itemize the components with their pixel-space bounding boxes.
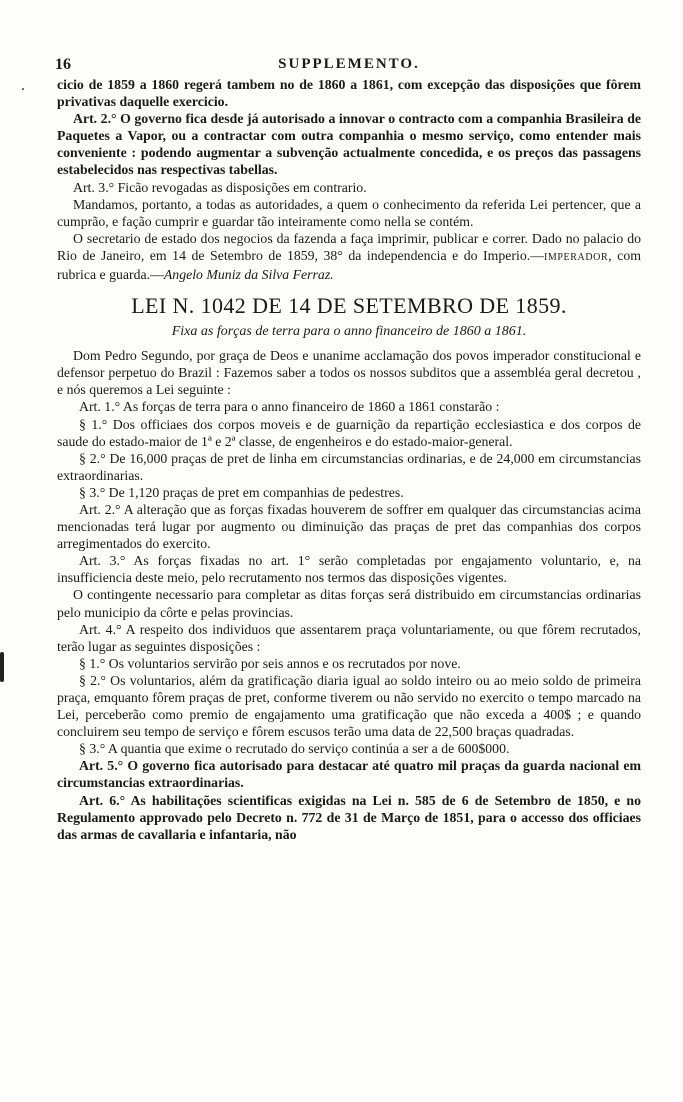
section-label: § 2.° — [79, 672, 106, 688]
paragraph-contingente: O contingente necessario para completar as ditas forças será distribuido em circumstancias ordinarias pelo municipio da côrte e pelas provincias. — [57, 587, 641, 620]
paragraph-intro: Dom Pedro Segundo, por graça de Deos e unanime acclamação dos povos imperador constitucional e defensor perpetuo do Brazil : Fazemos saber a todos os nossos subditos que a assembléa geral decretou , e nós queremos a Lei seguinte : — [57, 348, 641, 398]
margin-ink-mark — [0, 652, 4, 682]
running-title: SUPPLEMENTO. — [278, 56, 420, 72]
minister-signature: Angelo Muniz da Silva Ferraz. — [163, 267, 334, 283]
article-label: Art. 4.° — [79, 621, 122, 637]
article-label: Art. 2.° — [79, 501, 121, 517]
section-label: § 3.° — [79, 484, 106, 500]
margin-speck — [22, 88, 24, 90]
law-subtitle: Fixa as forças de terra para o anno financeiro de 1860 a 1861. — [171, 324, 527, 340]
paragraph-art2 — [57, 110, 641, 178]
paragraph-l-art5 — [57, 757, 641, 791]
section-text: A quantia que exime o recrutado do serviço continúa a ser a de 600$000. — [107, 741, 510, 757]
paragraph-continuation: cicio de 1859 a 1860 regerá tambem no de 1860 a 1861, com excepção das disposições que fôrem privativas daquelle exercicio. — [57, 77, 641, 110]
article-text: As habilitações scientificas exigidas na Lei n. 585 de 6 de Setembro de 1850, e no Regulamento approvado pelo Decreto n. 772 de 31 de Março de 1851, para o accesso dos officiaes das armas de cavallaria e infantaria, não — [57, 792, 641, 842]
paragraph-l-art1 — [57, 398, 641, 415]
paragraph-mandamos: Mandamos, portanto, a todas as autoridades, a quem o conhecimento da referida Lei pertencer, que a cumprão, e fação cumprir e guardar tão inteiramente como nella se contém. — [57, 196, 641, 229]
paragraph-l-art4 — [57, 621, 641, 655]
paragraph-art3 — [57, 179, 641, 196]
text-block-law — [57, 347, 641, 843]
paragraph-l-art1-s2 — [57, 450, 641, 484]
law-title: LEI N. 1042 DE 14 DE SETEMBRO DE 1859. — [131, 293, 567, 319]
article-text: A alteração que as forças fixadas houverem de soffrer em qualquer das circumstancias acima mencionadas terá lugar por augmento ou diminuição das praças de pret das companhias dos corpos arregimentados do exercito. — [57, 501, 641, 552]
secretario-mid: , com rubrica e guarda.— — [57, 247, 641, 283]
paragraph-l-art2 — [57, 501, 641, 552]
article-text: As forças de terra para o anno financeiro de 1860 a 1861 constarão : — [122, 399, 500, 415]
page-number: 16 — [55, 56, 71, 73]
article-label: Art. 1.° — [79, 399, 121, 415]
article-label: Art. 5.° — [79, 758, 124, 774]
section-text: Os voluntarios servirão por seis annos e os recrutados por nove. — [108, 655, 461, 671]
article-text: O governo fica autorisado para destacar até quatro mil praças da guarda nacional em circumstancias extraordinarias. — [57, 758, 641, 791]
text-block-upper — [57, 76, 641, 283]
article-label: Art. 2.° — [73, 111, 117, 127]
paragraph-l-art3 — [57, 552, 641, 586]
section-label: § 3.° — [79, 741, 106, 757]
section-text: De 1,120 praças de pret em companhias de pedestres. — [108, 484, 404, 500]
article-label: Art. 3.° — [79, 553, 126, 569]
secretario-text: O secretario de estado dos negocios da fazenda a faça imprimir, publicar e correr. Dado no palacio do Rio de Janeiro, em 14 de Setembro de 1859, 38° da independencia e do Imperio.— — [57, 230, 641, 263]
page-header — [57, 56, 641, 76]
paragraph-l-art4-s3 — [57, 740, 641, 757]
article-label: Art. 6.° — [79, 792, 126, 808]
section-text: Dos officiaes dos corpos moveis e de guarnição da repartição ecclesiastica e dos corpos de saude do estado-maior de 1ª e 2ª classe, de engenheiros e do estado-maior-general. — [57, 416, 641, 449]
paragraph-l-art6 — [57, 792, 641, 843]
section-text: De 16,000 praças de pret de linha em circumstancias ordinarias, e de 24,000 em circumstancias extraordinarias. — [57, 450, 641, 483]
paragraph-l-art4-s1 — [57, 655, 641, 672]
paragraph-secretario — [57, 230, 641, 283]
article-text: O governo fica desde já autorisado a innovar o contracto com a companhia Brasileira de Paquetes a Vapor, ou a contractar com outra companhia o mesmo serviço, como entender mais conveniente : podendo augmentar a subvenção actualmente concedida, e os preços das passagens estabelecidos nas respectivas tabellas. — [57, 111, 642, 178]
paragraph-l-art4-s2 — [57, 672, 641, 740]
paragraph-l-art1-s1 — [57, 416, 641, 450]
section-label: § 1.° — [79, 655, 106, 671]
section-label: § 1.° — [79, 416, 108, 432]
imperador-smallcaps: IMPERADOR — [543, 251, 609, 263]
article-text: A respeito dos individuos que assentarem praça voluntariamente, ou que fôrem recrutados, terão lugar as seguintes disposições : — [57, 621, 642, 654]
section-label: § 2.° — [79, 450, 106, 466]
article-text: As forças fixadas no art. 1° serão completadas por engajamento voluntario, e, na insufficiencia deste meio, pelo recrutamento nos termos das disposições vigentes. — [57, 553, 641, 586]
article-label: Art. 3.° — [73, 179, 115, 195]
article-text: Ficão revogadas as disposições em contrario. — [117, 179, 367, 195]
paragraph-l-art1-s3 — [57, 484, 641, 501]
section-text: Os voluntarios, além da gratificação diaria igual ao soldo inteiro ou ao meio soldo de primeira praça, emquanto fôrem praças de pret, conforme tiverem ou não servido no exercito o tempo marcado na Lei, perceberão como premio de engajamento uma gratificação que não exceda a 400$ ; e quando concluirem seu tempo de serviço e fôrem escusos terão uma data de 22,500 braças quadradas. — [57, 672, 641, 740]
